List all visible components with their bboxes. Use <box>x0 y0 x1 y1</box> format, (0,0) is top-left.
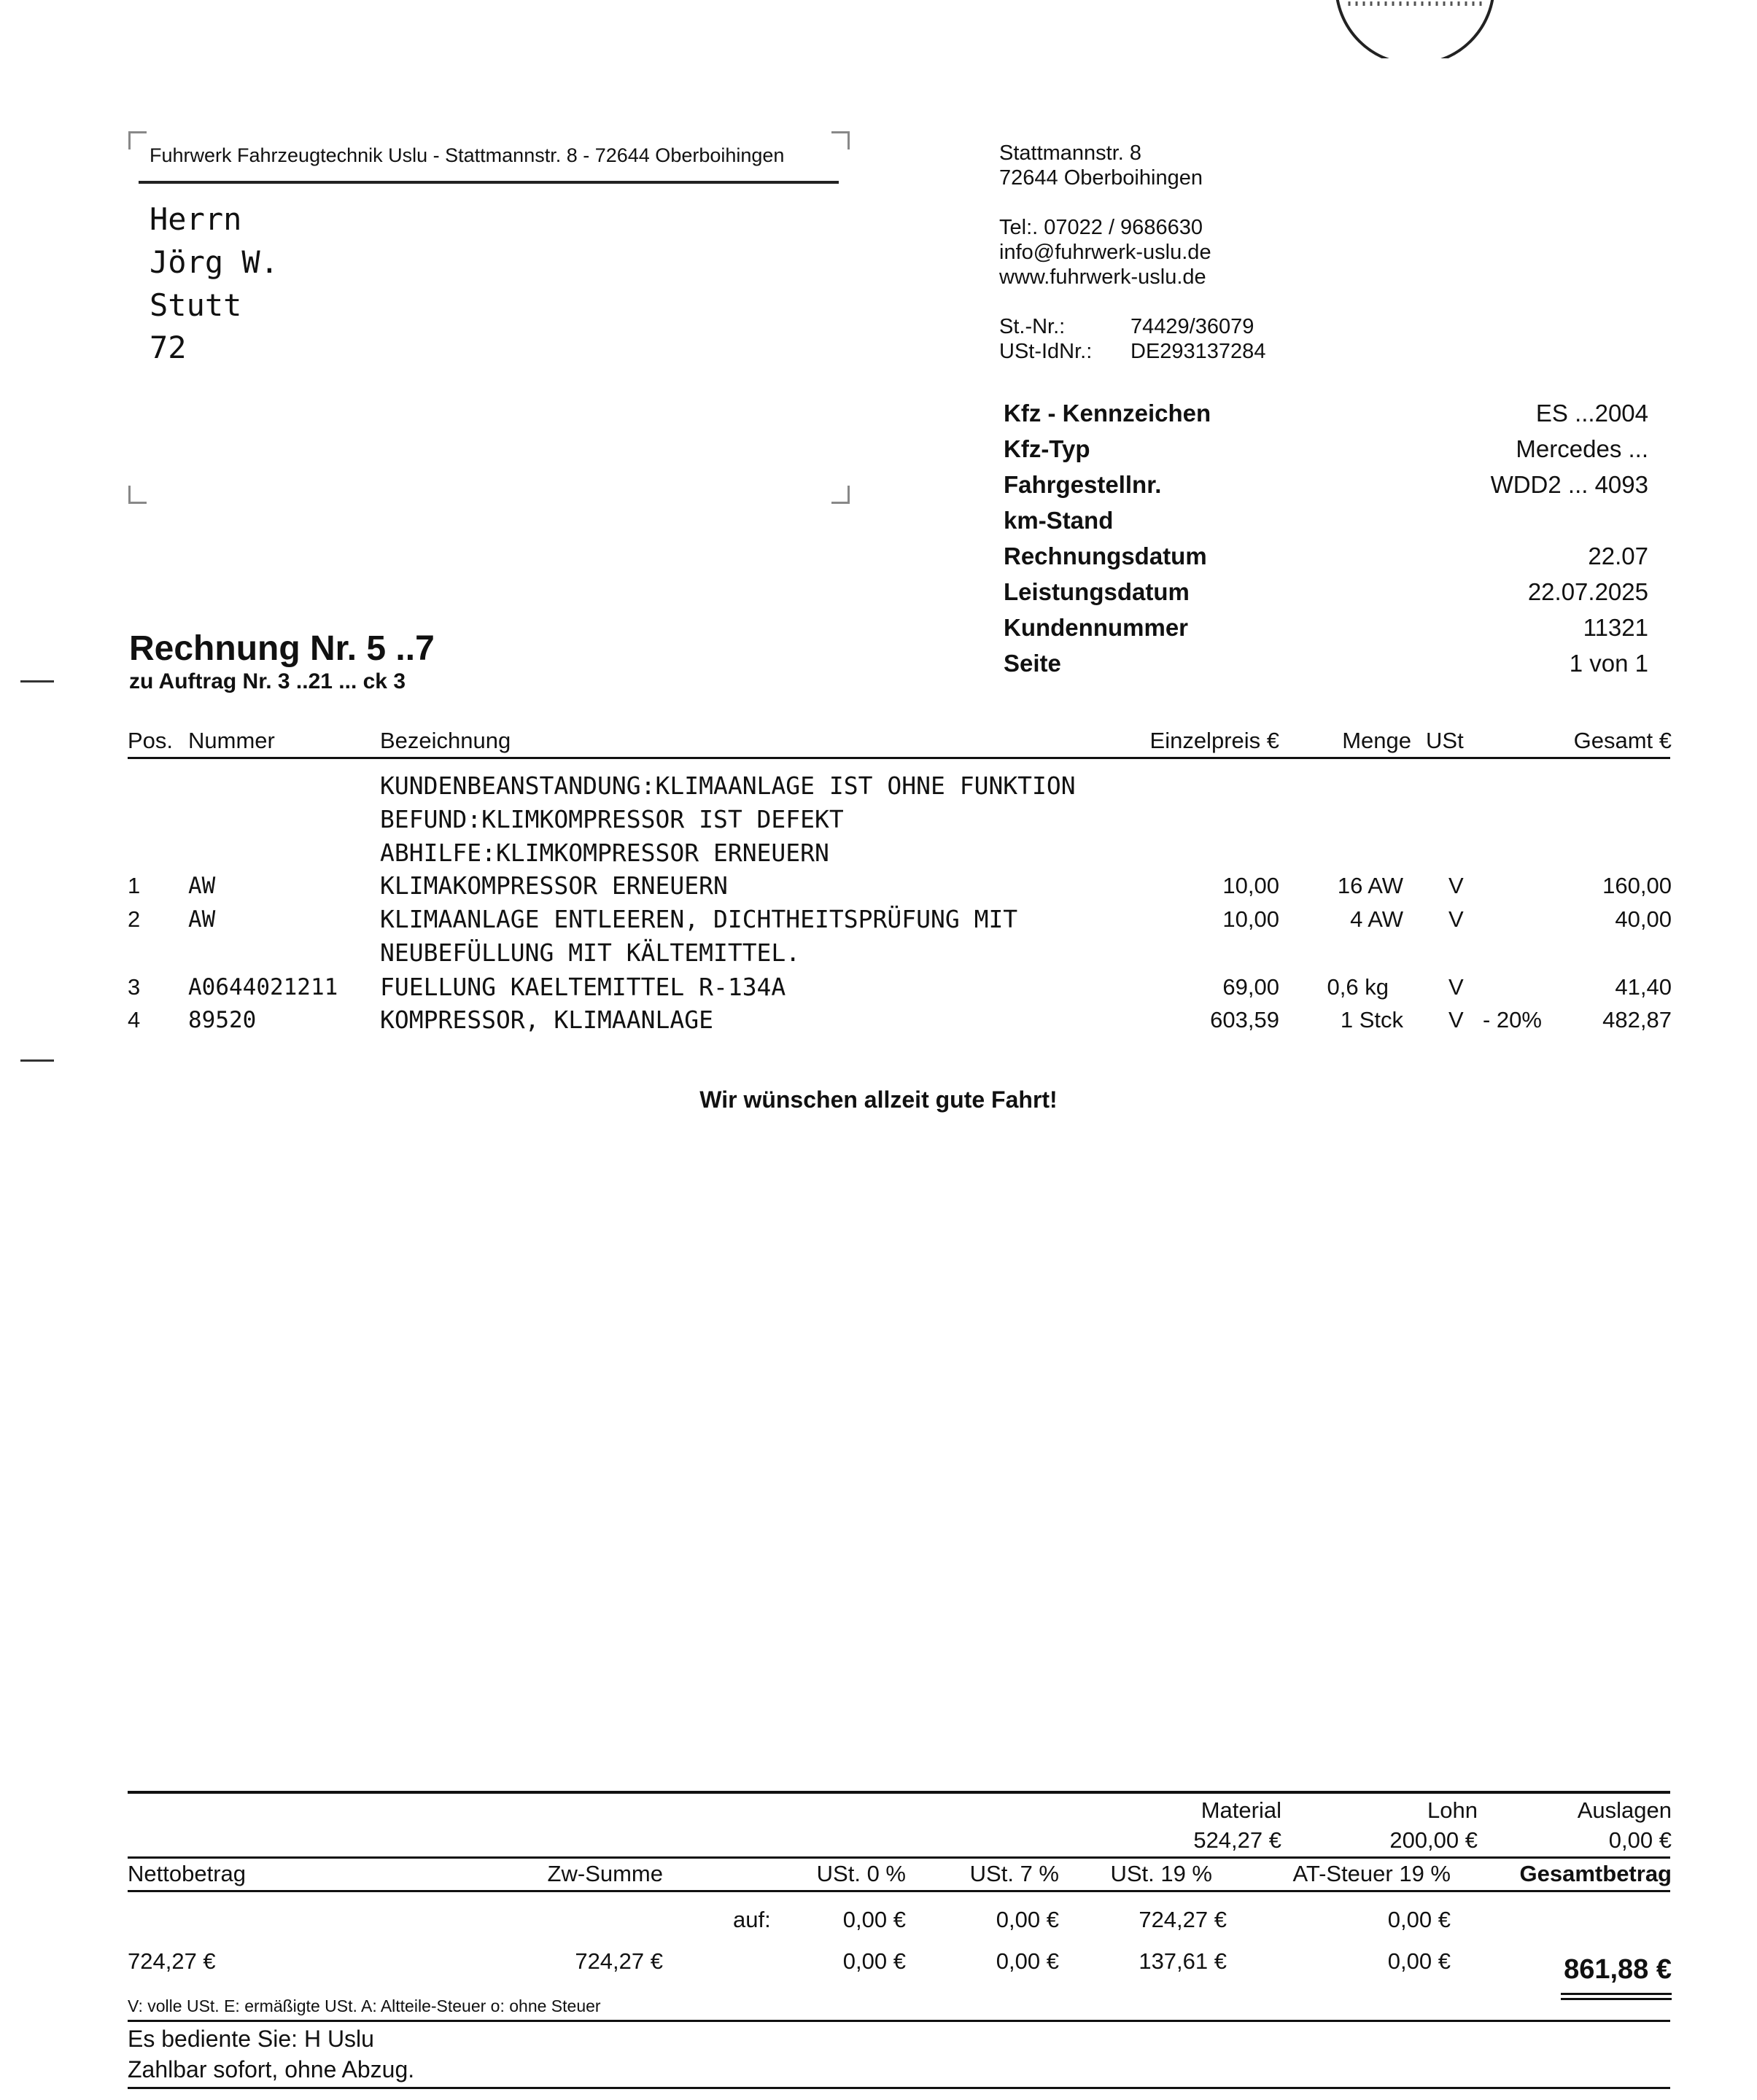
table-header-rule <box>128 757 1670 759</box>
row-description: KLIMAKOMPRESSOR ERNEUERN <box>380 871 728 900</box>
row-unit-price: 10,00 <box>1222 873 1279 898</box>
col-header-pos: Pos. <box>128 728 174 753</box>
served-by: Es bediente Sie: H Uslu <box>128 2026 374 2052</box>
fold-mark <box>20 680 54 682</box>
col-header-total: Gesamt € <box>1573 728 1672 753</box>
row-number: A0644021211 <box>188 974 338 1000</box>
row-number: AW <box>188 873 216 899</box>
grand-total-amount: 861,88 € <box>1564 1954 1672 1985</box>
net-amount: 724,27 € <box>128 1948 216 1974</box>
subtotal-amount: 724,27 € <box>575 1948 663 1974</box>
row-total: 160,00 <box>1602 873 1672 898</box>
finding-note: BEFUND:KLIMKOMPRESSOR IST DEFEKT <box>380 805 844 833</box>
vehicle-value: 1 von 1 <box>1569 650 1648 677</box>
vat0-amount: 0,00 € <box>842 1948 906 1974</box>
row-discount: - 20% <box>1483 1007 1542 1032</box>
vat0-base: 0,00 € <box>842 1907 906 1932</box>
labor-amount: 200,00 € <box>1389 1827 1478 1853</box>
subtotal-label: Zw-Summe <box>547 1861 663 1886</box>
recipient-city: 72 <box>150 330 187 365</box>
vat7-base: 0,00 € <box>996 1907 1059 1932</box>
vehicle-value: WDD2 ... 4093 <box>1490 471 1648 498</box>
row-quantity: 4 AW <box>1350 906 1403 932</box>
row-pos: 3 <box>128 974 141 1000</box>
vat-id: DE293137284 <box>1130 340 1266 363</box>
col-header-vat: USt <box>1426 728 1464 753</box>
row-quantity: 1 Stck <box>1340 1007 1403 1032</box>
row-total: 40,00 <box>1615 906 1672 932</box>
sender-rule <box>139 181 839 184</box>
vehicle-value: 22.07 <box>1588 542 1648 569</box>
footer-bottom-rule <box>128 2087 1670 2089</box>
company-city: 72644 Oberboihingen <box>999 166 1203 190</box>
at-tax-label: AT-Steuer 19 % <box>1292 1861 1451 1886</box>
vehicle-value: 11321 <box>1583 614 1648 641</box>
recipient-name: Jörg W. <box>150 244 279 280</box>
company-street: Stattmannstr. 8 <box>999 141 1142 165</box>
material-amount: 524,27 € <box>1193 1827 1281 1853</box>
remedy-note: ABHILFE:KLIMKOMPRESSOR ERNEUERN <box>380 839 829 867</box>
grand-total-label: Gesamtbetrag <box>1519 1861 1672 1886</box>
vehicle-label: km-Stand <box>1004 507 1114 534</box>
vehicle-label: Seite <box>1004 650 1061 677</box>
company-email: info@fuhrwerk-uslu.de <box>999 241 1211 264</box>
at-tax-base: 0,00 € <box>1387 1907 1451 1932</box>
col-header-description: Bezeichnung <box>380 728 511 753</box>
payment-terms: Zahlbar sofort, ohne Abzug. <box>128 2056 415 2082</box>
footer-top-rule <box>128 2020 1670 2022</box>
window-corner-tl <box>128 131 147 149</box>
row-vat: V <box>1448 873 1464 898</box>
net-label: Nettobetrag <box>128 1861 246 1886</box>
invoice-subtitle: zu Auftrag Nr. 3 ..21 ... ck 3 <box>129 669 406 693</box>
fold-mark <box>20 1059 54 1062</box>
expenses-amount: 0,00 € <box>1608 1827 1672 1853</box>
row-number: AW <box>188 906 216 933</box>
vehicle-label: Kfz-Typ <box>1004 435 1090 462</box>
vehicle-label: Rechnungsdatum <box>1004 542 1207 569</box>
vat-id-label: USt-IdNr.: <box>999 340 1093 363</box>
recipient-salutation: Herrn <box>150 201 242 237</box>
summary-header-top-rule <box>128 1856 1670 1859</box>
row-unit-price: 69,00 <box>1222 974 1279 1000</box>
at-tax-amount: 0,00 € <box>1387 1948 1451 1974</box>
vehicle-label: Leistungsdatum <box>1004 578 1190 605</box>
window-corner-bl <box>128 486 147 504</box>
vat0-label: USt. 0 % <box>816 1861 906 1886</box>
row-vat: V <box>1448 1007 1464 1032</box>
vat7-label: USt. 7 % <box>969 1861 1059 1886</box>
vehicle-label: Kundennummer <box>1004 614 1189 641</box>
window-corner-tr <box>831 131 850 149</box>
col-header-unit-price: Einzelpreis € <box>1149 728 1279 753</box>
vat7-amount: 0,00 € <box>996 1948 1059 1974</box>
row-pos: 4 <box>128 1007 141 1032</box>
row-pos: 2 <box>128 906 141 932</box>
row-unit-price: 10,00 <box>1222 906 1279 932</box>
vat-legend: V: volle USt. E: ermäßigte USt. A: Altteile-Steuer o: ohne Steuer <box>128 1996 601 2015</box>
company-web: www.fuhrwerk-uslu.de <box>999 265 1206 289</box>
grand-total-underline <box>1561 1998 1672 2000</box>
vat19-base: 724,27 € <box>1139 1907 1227 1932</box>
tax-base-label: auf: <box>733 1907 771 1932</box>
complaint-note: KUNDENBEANSTANDUNG:KLIMAANLAGE IST OHNE FUNKTION <box>380 771 1076 800</box>
row-vat: V <box>1448 974 1464 1000</box>
row-unit-price: 603,59 <box>1210 1007 1279 1032</box>
row-pos: 1 <box>128 873 141 898</box>
col-header-number: Nummer <box>188 728 275 753</box>
vehicle-label: Fahrgestellnr. <box>1004 471 1162 498</box>
row-vat: V <box>1448 906 1464 932</box>
closing-greeting: Wir wünschen allzeit gute Fahrt! <box>699 1086 1058 1113</box>
row-quantity: 0,6 kg <box>1327 974 1389 1000</box>
company-phone: Tel:. 07022 / 9686630 <box>999 216 1203 239</box>
window-corner-br <box>831 486 850 504</box>
summary-header-bottom-rule <box>128 1890 1670 1892</box>
tax-number: 74429/36079 <box>1130 315 1254 338</box>
row-description-continued: NEUBEFÜLLUNG MIT KÄLTEMITTEL. <box>380 938 801 967</box>
col-header-quantity: Menge <box>1342 728 1411 753</box>
recipient-street: Stutt <box>150 287 242 323</box>
vehicle-label: Kfz - Kennzeichen <box>1004 400 1211 427</box>
company-stamp-logo <box>1327 0 1502 58</box>
row-quantity: 16 AW <box>1337 873 1403 898</box>
row-number: 89520 <box>188 1007 257 1033</box>
grand-total-underline <box>1561 1993 1672 1995</box>
tax-number-label: St.-Nr.: <box>999 315 1066 338</box>
summary-top-rule <box>128 1791 1670 1794</box>
row-description: FUELLUNG KAELTEMITTEL R-134A <box>380 973 786 1001</box>
vehicle-value: Mercedes ... <box>1516 435 1648 462</box>
invoice-title: Rechnung Nr. 5 ..7 <box>129 629 435 668</box>
row-description: KLIMAANLAGE ENTLEEREN, DICHTHEITSPRÜFUNG MIT <box>380 905 1018 933</box>
expenses-label: Auslagen <box>1577 1797 1672 1823</box>
vat19-amount: 137,61 € <box>1139 1948 1227 1974</box>
material-label: Material <box>1201 1797 1281 1823</box>
vehicle-value: ES ...2004 <box>1535 400 1648 427</box>
sender-line: Fuhrwerk Fahrzeugtechnik Uslu - Stattmannstr. 8 - 72644 Oberboihingen <box>150 144 785 166</box>
labor-label: Lohn <box>1427 1797 1478 1823</box>
vehicle-value: 22.07.2025 <box>1527 578 1648 605</box>
row-total: 482,87 <box>1602 1007 1672 1032</box>
vat19-label: USt. 19 % <box>1110 1861 1212 1886</box>
row-description: KOMPRESSOR, KLIMAANLAGE <box>380 1006 713 1034</box>
row-total: 41,40 <box>1615 974 1672 1000</box>
